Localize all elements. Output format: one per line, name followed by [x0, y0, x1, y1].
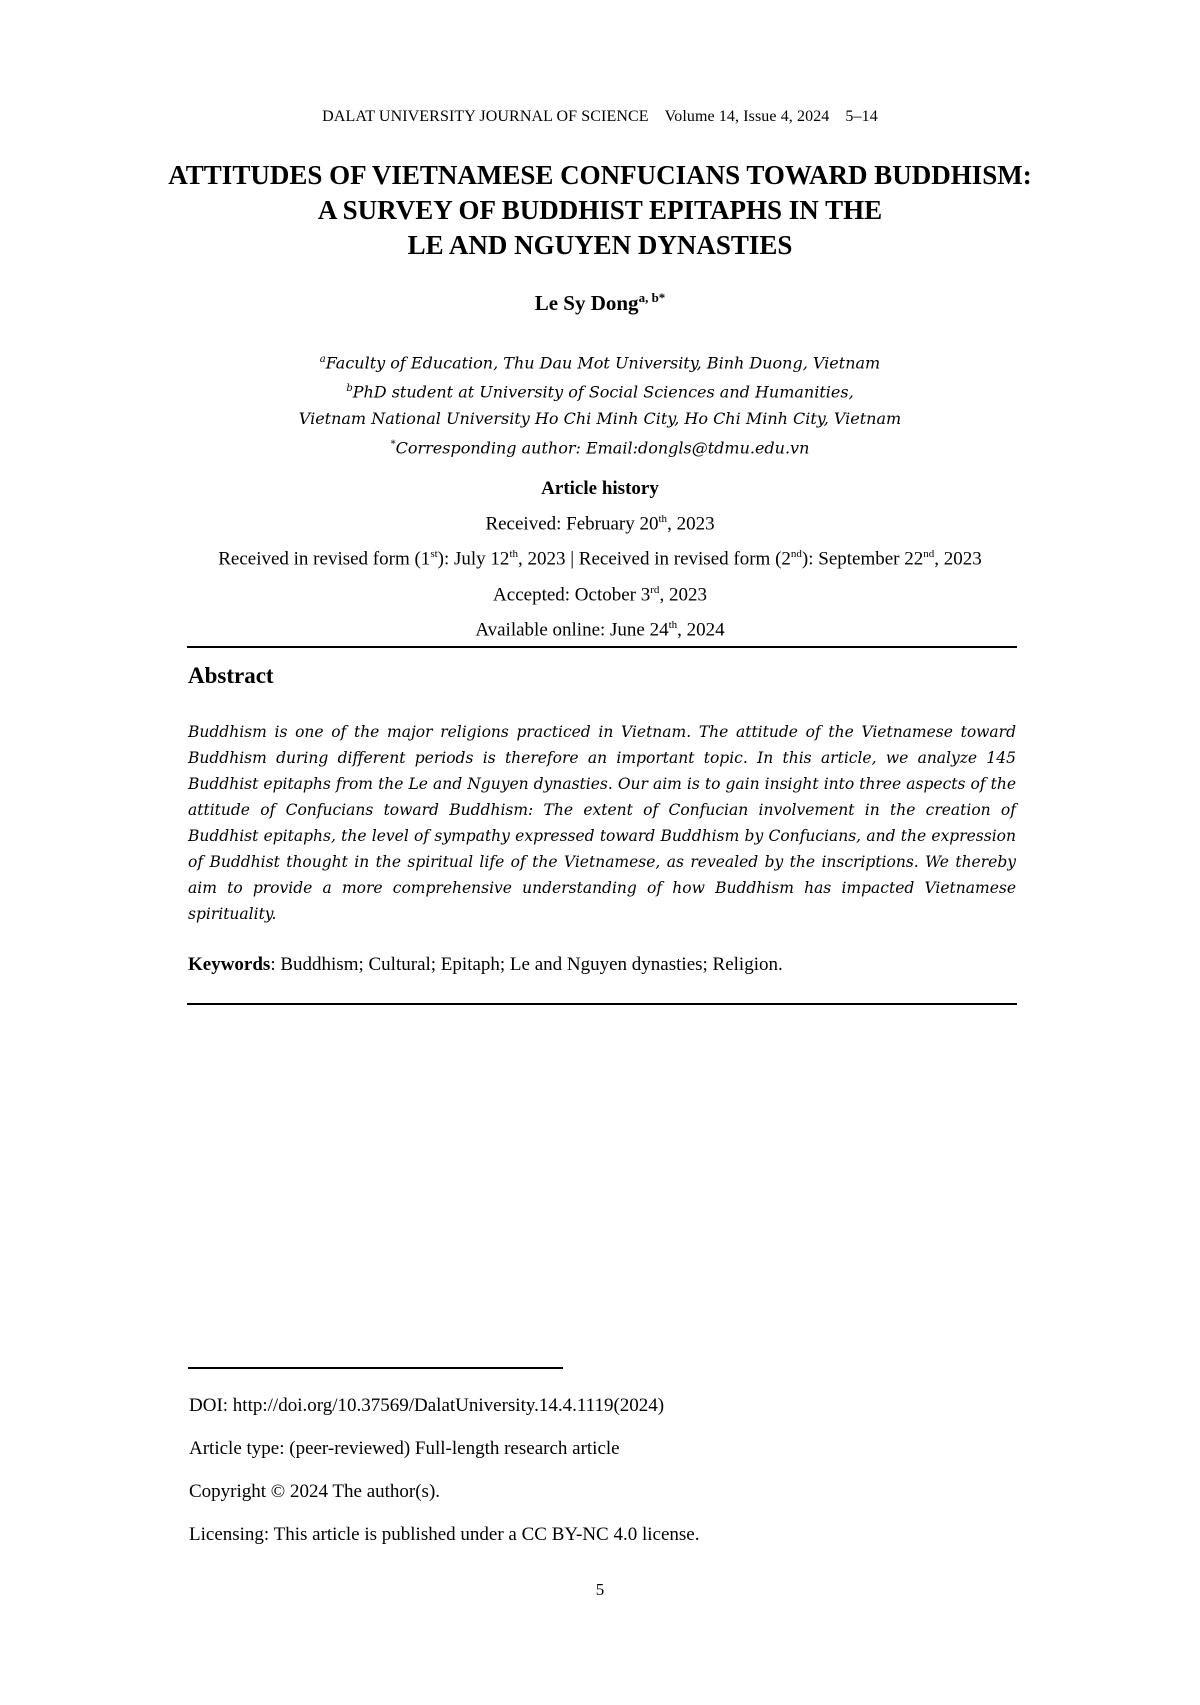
author-name: Le Sy Dong	[534, 291, 639, 315]
volume-issue: Volume 14, Issue 4, 2024	[664, 108, 830, 125]
title-line: A SURVEY OF BUDDHIST EPITAPHS IN THE	[317, 195, 883, 225]
received-date: Received: February 20th, 2023	[485, 513, 715, 535]
abstract-text: Buddhism is one of the major religions practiced in Vietnam. The attitude of the Vietnamese toward Buddhism during different periods is therefore an important topic. In this article, we analyze 145 Buddhist epitaphs from the Le and Nguyen dynasties. Our aim is to gain insight into three aspects of the attitude of Confucians toward Buddhism: The extent of Confucian involvement in the creation of Buddhist epitaphs, the level of sympathy expressed toward Buddhism by Confucians, and the expression of Buddhist thought in the spiritual life of the Vietnamese, as revealed by the inscriptions. We thereby aim to provide a more comprehensive understanding of how Buddhism has impacted Vietnamese spirituality.	[188, 723, 1016, 923]
keywords-list: : Buddhism; Cultural; Epitaph; Le and Nguyen dynasties; Religion.	[270, 954, 783, 975]
running-head	[0, 108, 1200, 126]
title-line: ATTITUDES OF VIETNAMESE CONFUCIANS TOWARD BUDDHISM:	[168, 160, 1032, 190]
copyright: Copyright © 2024 The author(s).	[189, 1481, 441, 1502]
accepted-date: Accepted: October 3rd, 2023	[493, 583, 707, 605]
page-number: 5	[595, 1580, 605, 1599]
title-line: LE AND NGUYEN DYNASTIES	[407, 230, 793, 260]
article-title	[60, 158, 1140, 263]
author-marks: a, b*	[638, 290, 666, 305]
revised-dates: Received in revised form (1st): July 12th, 2023 | Received in revised form (2nd): September 22nd, 2023	[218, 548, 982, 570]
doi-link[interactable]: DOI: http://doi.org/10.37569/DalatUniversity.14.4.1119(2024)	[189, 1395, 665, 1416]
article-history	[0, 474, 1200, 645]
abstract-heading: Abstract	[188, 663, 274, 688]
page-range: 5–14	[845, 108, 878, 125]
corresponding-author: *Corresponding author: Email:dongls@tdmu.edu.vn	[390, 437, 810, 457]
license: Licensing: This article is published under a CC BY-NC 4.0 license.	[189, 1524, 700, 1545]
keywords	[188, 954, 783, 976]
journal-name: DALAT UNIVERSITY JOURNAL OF SCIENCE	[322, 108, 649, 125]
footnote-rule	[188, 1367, 563, 1369]
history-heading: Article history	[541, 478, 659, 499]
keywords-label: Keywords	[188, 954, 271, 975]
affiliation-line: $^b$PhD student at University of Social Sciences and Humanities,	[346, 382, 854, 402]
author-line	[0, 290, 1200, 316]
abstract-top-rule	[187, 646, 1017, 648]
article-type: Article type: (peer-reviewed) Full-length research article	[189, 1438, 620, 1459]
affiliation-line: Vietnam National University Ho Chi Minh City, Ho Chi Minh City, Vietnam	[298, 408, 902, 428]
abstract-bottom-rule	[187, 1003, 1017, 1005]
affiliation-line: $^a$Faculty of Education, Thu Dau Mot University, Binh Duong, Vietnam	[319, 353, 881, 373]
online-date: Available online: June 24th, 2024	[475, 618, 725, 641]
affiliations	[0, 347, 1200, 461]
